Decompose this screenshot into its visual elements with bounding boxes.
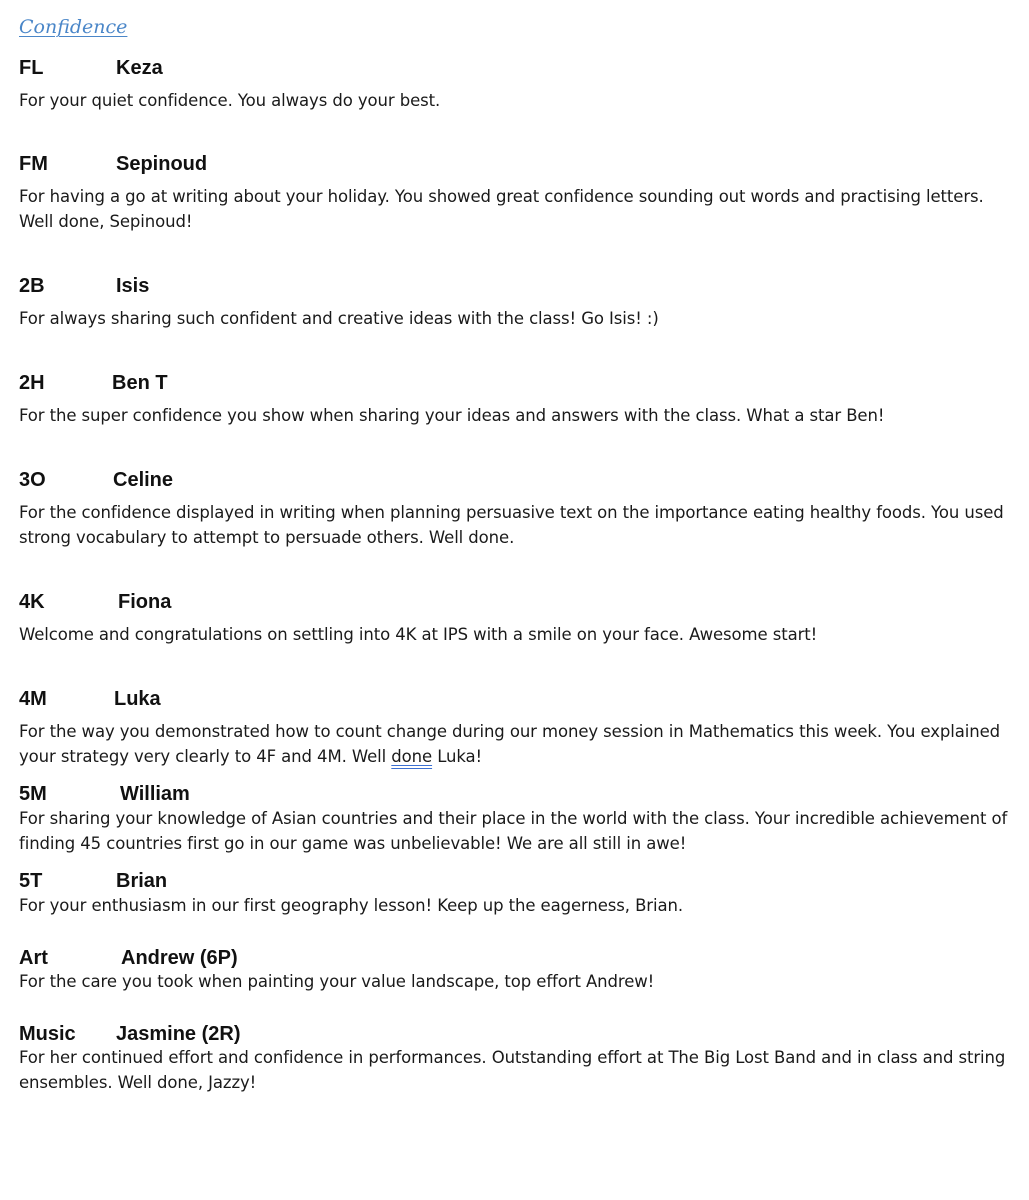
award-text: For always sharing such confident and creative ideas with the class! Go Isis! :) <box>19 309 659 328</box>
award-entry <box>19 1019 1009 1095</box>
class-code: 4M <box>19 688 47 710</box>
award-entry <box>19 148 1009 234</box>
student-name: Luka <box>114 688 161 710</box>
entry-header <box>19 367 1009 399</box>
entry-header <box>19 586 1009 618</box>
award-entry <box>19 943 1009 994</box>
class-code: Music <box>19 1023 76 1045</box>
entry-header <box>19 779 1009 809</box>
award-entry <box>19 52 1009 113</box>
student-name: Brian <box>116 870 168 892</box>
class-code: Art <box>19 947 48 969</box>
class-code: 2H <box>19 372 45 394</box>
award-entry <box>19 367 1009 428</box>
class-code: 5T <box>19 870 43 892</box>
entry-header <box>19 866 1009 896</box>
award-text: For her continued effort and confidence in performances. Outstanding effort at The Big Lost Band and in class and string ensembles. Well done, Jazzy! <box>19 1048 1006 1092</box>
class-code: FM <box>19 153 48 175</box>
document-title: Confidence <box>19 16 128 38</box>
entry-header <box>19 52 1009 84</box>
class-code: 4K <box>19 591 45 613</box>
document-page <box>19 12 1009 1095</box>
student-name: Fiona <box>118 591 172 613</box>
award-entry <box>19 683 1009 769</box>
entry-header <box>19 270 1009 302</box>
student-name: Ben T <box>112 372 168 394</box>
entry-header <box>19 683 1009 715</box>
student-name: Sepinoud <box>116 153 208 175</box>
entry-header <box>19 464 1009 496</box>
award-entry <box>19 779 1009 856</box>
student-name: Keza <box>116 57 163 79</box>
award-text-end: Luka! <box>432 747 483 766</box>
student-name: Andrew (6P) <box>121 947 238 969</box>
award-text-start: For the way you demonstrated how to count change during our money session in Mathematics this week. You explained your strategy very clearly to 4F and 4M. Well <box>19 722 1001 766</box>
award-text: For the super confidence you show when sharing your ideas and answers with the class. What a star Ben! <box>19 406 885 425</box>
award-text <box>19 719 1009 769</box>
student-name: Celine <box>113 469 174 491</box>
proofing-underlined-word: done <box>391 747 433 766</box>
award-text: For sharing your knowledge of Asian countries and their place in the world with the class. Your incredible achievement of finding 45 countries first go in our game was unbelievable! We are all still in awe! <box>19 809 1008 853</box>
student-name: William <box>120 783 190 805</box>
award-text: For the confidence displayed in writing when planning persuasive text on the importance eating healthy foods. You used strong vocabulary to attempt to persuade others. Well done. <box>19 503 1004 547</box>
class-code: FL <box>19 57 44 79</box>
award-entry <box>19 464 1009 550</box>
award-text: For your quiet confidence. You always do your best. <box>19 91 441 110</box>
class-code: 2B <box>19 275 45 297</box>
class-code: 3O <box>19 469 46 491</box>
award-entry <box>19 586 1009 647</box>
award-text: For having a go at writing about your holiday. You showed great confidence sounding out words and practising letters. Well done, Sepinoud! <box>19 187 984 231</box>
award-entry <box>19 270 1009 331</box>
student-name: Isis <box>116 275 150 297</box>
award-text: For your enthusiasm in our first geography lesson! Keep up the eagerness, Brian. <box>19 896 683 915</box>
award-text: Welcome and congratulations on settling into 4K at IPS with a smile on your face. Awesome start! <box>19 625 818 644</box>
entry-header <box>19 148 1009 180</box>
student-name: Jasmine (2R) <box>116 1023 241 1045</box>
class-code: 5M <box>19 783 47 805</box>
award-text: For the care you took when painting your value landscape, top effort Andrew! <box>19 972 655 991</box>
award-entry <box>19 866 1009 918</box>
